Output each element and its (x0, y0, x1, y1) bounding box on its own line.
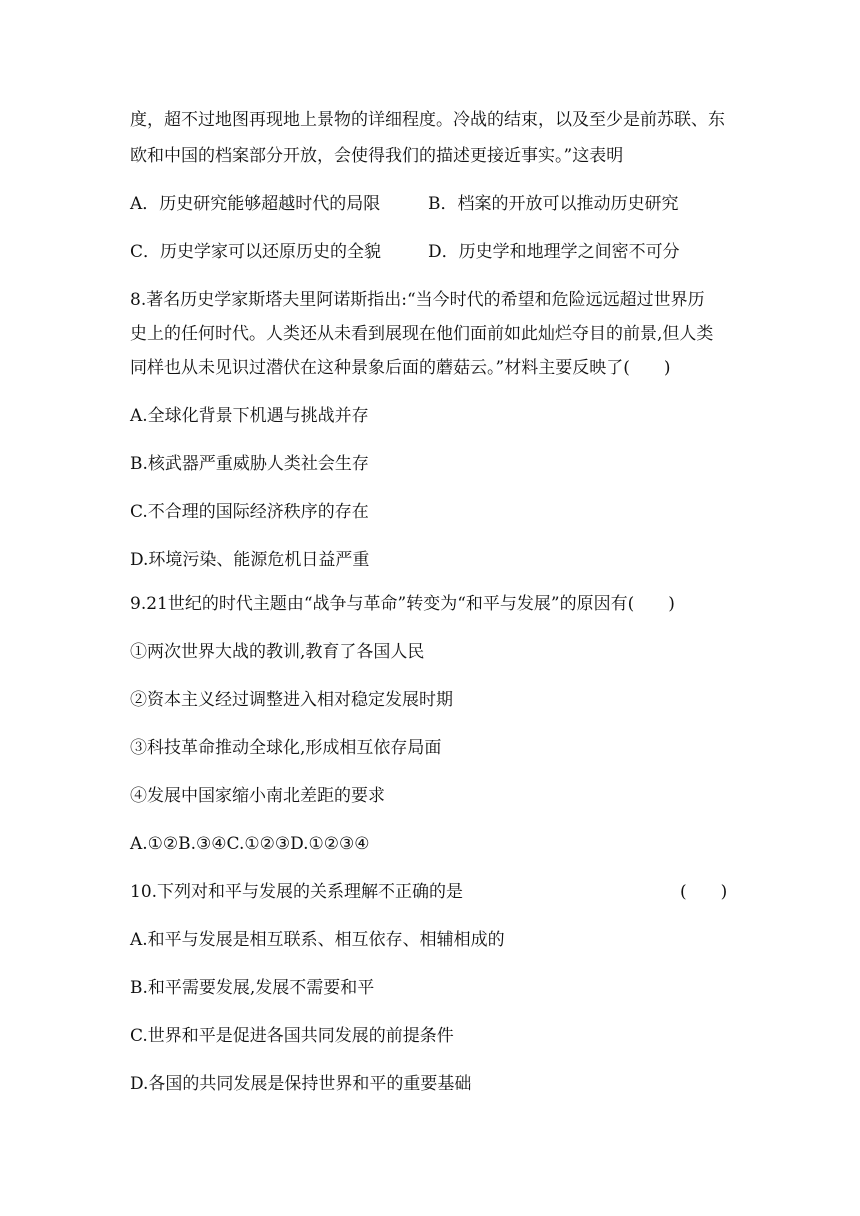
q9-item-2: ②资本主义经过调整进入相对稳定发展时期 (130, 690, 453, 710)
q10-option-a[interactable]: A.和平与发展是相互联系、相互依存、相辅相成的 (130, 930, 505, 950)
q9-options[interactable]: A.①②B.③④C.①②③D.①②③④ (130, 834, 370, 854)
q9-item-1: ①两次世界大战的教训,教育了各国人民 (130, 642, 425, 662)
q8-option-c[interactable]: C.不合理的国际经济秩序的存在 (130, 502, 369, 522)
q7-option-c[interactable]: C．历史学家可以还原历史的全貌 (130, 242, 382, 262)
q9-stem: 9.21世纪的时代主题由“战争与革命”转变为“和平与发展”的原因有( ) (130, 594, 675, 614)
q10-option-d[interactable]: D.各国的共同发展是保持世界和平的重要基础 (130, 1074, 472, 1094)
q10-answer-blank: ( ) (680, 882, 728, 902)
q8-stem-line-3: 同样也从未见识过潜伏在这种景象后面的蘑菇云。”材料主要反映了( ) (130, 358, 671, 378)
q10-option-c[interactable]: C.世界和平是促进各国共同发展的前提条件 (130, 1026, 454, 1046)
q10-stem: 10.下列对和平与发展的关系理解不正确的是 (130, 882, 464, 902)
q9-item-4: ④发展中国家缩小南北差距的要求 (130, 786, 385, 806)
q7-option-d[interactable]: D．历史学和地理学之间密不可分 (428, 242, 680, 262)
q8-option-a[interactable]: A.全球化背景下机遇与挑战并存 (130, 406, 369, 426)
q7-stem-line-2: 欧和中国的档案部分开放，会使得我们的描述更接近事实。”这表明 (130, 146, 624, 166)
q10-option-b[interactable]: B.和平需要发展,发展不需要和平 (130, 978, 375, 998)
q7-option-a[interactable]: A．历史研究能够超越时代的局限 (130, 194, 381, 214)
q9-item-3: ③科技革命推动全球化,形成相互依存局面 (130, 738, 442, 758)
q8-stem-line-1: 8.著名历史学家斯塔夫里阿诺斯指出:“当今时代的希望和危险远远超过世界历 (130, 290, 705, 310)
q8-option-b[interactable]: B.核武器严重威胁人类社会生存 (130, 454, 369, 474)
q7-option-b[interactable]: B．档案的开放可以推动历史研究 (428, 194, 679, 214)
q8-option-d[interactable]: D.环境污染、能源危机日益严重 (130, 550, 370, 570)
q8-stem-line-2: 史上的任何时代。人类还从未看到展现在他们面前如此灿烂夺目的前景,但人类 (130, 324, 714, 344)
q7-stem-line-1: 度，超不过地图再现地上景物的详细程度。冷战的结束，以及至少是前苏联、东 (130, 110, 725, 130)
